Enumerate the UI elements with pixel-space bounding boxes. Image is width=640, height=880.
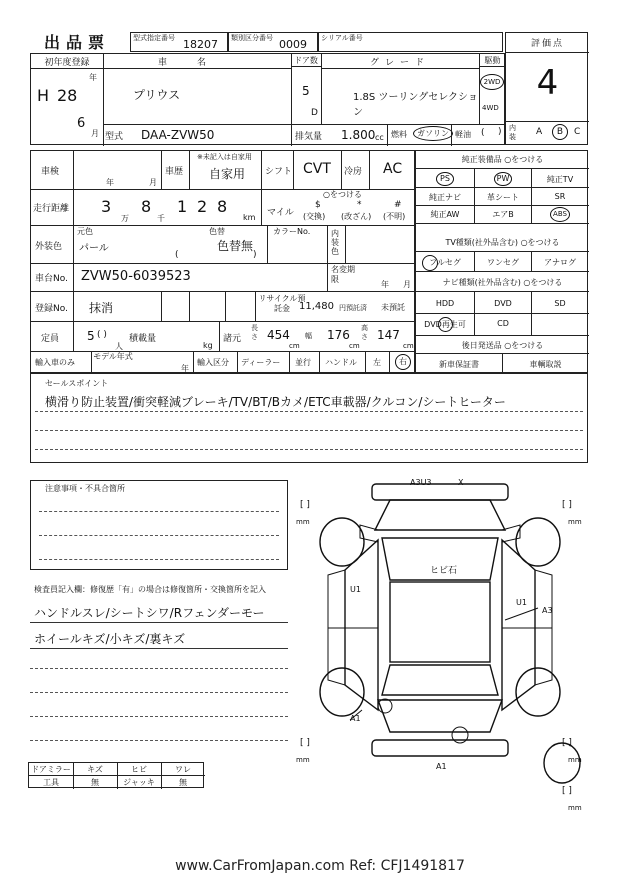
color-row <box>31 225 416 264</box>
inspection-year-unit: 年 <box>106 178 114 187</box>
grade-value: 1.8S ツーリングセレクション <box>353 92 478 118</box>
later-shipment-header: 後日発送品 ○をつける <box>461 341 544 350</box>
equip-genuine-navi: 純正ナビ <box>429 193 461 202</box>
repaint-paren-close: ) <box>253 250 257 260</box>
vehicle-use-value: 自家用 <box>209 167 246 181</box>
recycle-value: 11,480 <box>299 301 334 312</box>
model-value: DAA-ZVW50 <box>141 128 215 142</box>
equip-pw-circled: PW <box>494 172 512 186</box>
registration-row <box>31 291 416 322</box>
ac-value: AC <box>383 161 403 177</box>
fuel-paren-open: ( <box>481 128 485 138</box>
chassis-row <box>31 263 416 292</box>
equip-genuine-aw: 純正AW <box>430 210 460 219</box>
width-label: 幅 <box>305 332 312 340</box>
load-capacity-label: 積載量 <box>129 334 157 344</box>
detail-block <box>30 150 415 373</box>
tire-bracket-rear-left: [ ] <box>300 738 310 748</box>
door-d-label: D <box>311 108 318 118</box>
left-side-shape <box>345 540 378 710</box>
navi-dvd-playback-circle-mark <box>438 317 453 332</box>
capacity-paren: ( ) <box>97 330 107 340</box>
not-deposited-label: 未預託 <box>381 303 405 312</box>
import-division-label: 輸入区分 <box>197 358 229 367</box>
import-row <box>31 351 416 373</box>
tamper-symbol: * <box>357 200 362 210</box>
evaluation-score: 4 <box>536 63 559 103</box>
legend-door-mirror: ドアミラー <box>31 765 71 774</box>
interior-color-label: 内装色 <box>331 229 339 256</box>
vehicle-use-note: ※未記入は自家用 <box>197 153 252 161</box>
tv-analog: アナログ <box>544 258 576 267</box>
car-name-label: 車名 <box>103 55 291 69</box>
equip-airbag: エアB <box>492 210 514 219</box>
tv-oneseg: ワンセグ <box>487 258 519 267</box>
fuel-diesel: 軽油 <box>455 130 471 139</box>
navi-type-header: ナビ種類(社外品含む) ○をつける <box>442 278 563 287</box>
notes-box <box>30 480 288 570</box>
equipment-header: 純正装備品 ○をつける <box>461 155 544 164</box>
name-change-deadline-label: 名変期限 <box>331 265 355 284</box>
model-label: 型式 <box>105 132 124 142</box>
form-title: 出品票 <box>44 33 111 52</box>
front-bumper-shape <box>372 484 508 500</box>
repaint-paren-open: ( <box>175 250 179 260</box>
later-warranty: 新車保証書 <box>439 360 479 369</box>
type-number-label: 型式指定番号 <box>133 34 175 42</box>
width-value: 176 <box>327 328 350 342</box>
name-change-month-unit: 月 <box>403 280 411 289</box>
type-number-value: 18207 <box>183 38 218 51</box>
tamper-label: (改ざん) <box>341 212 372 221</box>
shift-label: シフト <box>265 167 293 177</box>
repaint-value: 色替無 <box>217 239 254 253</box>
inspector-note-line-2: ホイールキズ/小キズ/裏キズ <box>34 632 186 646</box>
equip-sunroof: SR <box>554 192 566 201</box>
equip-abs-circled: ABS <box>550 207 570 222</box>
mileage-label: 走行距離 <box>33 204 70 214</box>
mileage-digit-1: 3 <box>101 197 112 216</box>
displacement-value: 1.800 <box>341 128 376 142</box>
navi-hdd: HDD <box>435 299 455 308</box>
capacity-row <box>31 321 416 352</box>
class-number-box <box>228 32 318 52</box>
grade-cell <box>321 54 480 125</box>
drive-label: 駆動 <box>479 55 506 67</box>
legend-broken: ワレ <box>175 765 191 774</box>
steering-label: ハンドル <box>325 358 357 367</box>
exterior-color-label: 外装色 <box>35 242 63 252</box>
mileage-row <box>31 189 416 226</box>
inspector-instruction: 検査員記入欄：修復歴「有」の場合は修復箇所・交換箇所を記入 <box>34 585 266 594</box>
mileage-digit-3: 1 <box>177 197 188 216</box>
mileage-digit-5: 8 <box>217 197 228 216</box>
model-year-label: モデル年式 <box>93 352 133 361</box>
grade-label: グレード <box>321 55 479 69</box>
class-number-label: 類別区分番号 <box>231 34 273 42</box>
original-color-value: パール <box>79 243 109 254</box>
length-label: 長さ <box>251 324 258 341</box>
tire-bracket-front-left: [ ] <box>300 500 310 510</box>
exchange-label: (交換) <box>303 212 326 221</box>
serial-number-label: シリアル番号 <box>321 34 363 42</box>
month-unit: 月 <box>91 129 99 138</box>
height-unit: cm <box>403 342 414 350</box>
diagram-rear-a1: A1 <box>436 762 447 771</box>
vehicle-use-label: 車歴 <box>165 167 184 177</box>
exchange-symbol: $ <box>315 200 321 210</box>
name-change-year-unit: 年 <box>381 280 389 289</box>
wheel-rear-right <box>516 668 560 716</box>
diagram-left-a1: A1 <box>350 714 361 723</box>
first-reg-year: 28 <box>57 86 78 105</box>
inspection-row <box>31 151 416 190</box>
navi-sd: SD <box>554 299 566 308</box>
era-letter: H <box>37 86 50 105</box>
inspection-month-unit: 月 <box>149 178 157 187</box>
tire-mm-front-left: mm <box>296 518 310 526</box>
unknown-label: (不明) <box>383 212 406 221</box>
legend-jack-value: 無 <box>179 778 187 787</box>
class-number-value: 0009 <box>279 38 307 51</box>
registration-label: 登録No. <box>35 304 68 314</box>
dealer-label: ディーラー <box>241 358 281 367</box>
legend-jack: ジャッキ <box>123 778 155 787</box>
interior-label: 内装 <box>509 124 516 141</box>
capacity-value: 5 <box>87 329 95 343</box>
unknown-symbol: # <box>394 200 402 210</box>
tv-type-header: TV種類(社外品含む) ○をつける <box>445 238 560 247</box>
fuel-paren-close: ) <box>498 127 502 137</box>
legend-table <box>28 762 204 788</box>
evaluation-label: 評価点 <box>506 36 589 53</box>
drive-2wd-circled: 2WD <box>480 74 504 90</box>
displacement-label: 排気量 <box>295 132 323 142</box>
first-registration-cell <box>31 54 104 146</box>
diagram-right-a3: A3 <box>542 606 553 615</box>
chassis-label: 車台No. <box>35 274 68 284</box>
type-number-box <box>130 32 228 52</box>
height-value: 147 <box>377 328 400 342</box>
width-unit: cm <box>349 342 360 350</box>
tv-fullseg-circle-mark <box>422 255 438 271</box>
trunk-shape <box>378 700 502 732</box>
evaluation-box <box>505 32 588 145</box>
drive-cell <box>479 54 506 125</box>
diagram-left-u1: U1 <box>350 585 361 594</box>
model-year-unit: 年 <box>181 364 189 373</box>
capacity-unit: 人 <box>115 342 123 351</box>
import-only-label: 輸入車のみ <box>35 358 75 367</box>
equip-genuine-tv: 純正TV <box>546 175 574 184</box>
diagram-windshield-note: ヒビ石 <box>430 566 458 576</box>
model-row <box>103 124 506 146</box>
hood-shape <box>375 500 505 530</box>
serial-number-box <box>318 32 503 52</box>
door-count-label: ドア数 <box>291 55 321 67</box>
height-label: 高さ <box>361 324 368 341</box>
recycle-label: リサイクル預託金 <box>258 294 306 313</box>
car-name-value: プリウス <box>133 88 181 102</box>
tire-bracket-front-right: [ ] <box>562 500 572 510</box>
wheel-front-left <box>320 518 364 566</box>
door-count-cell <box>291 54 322 125</box>
mileage-km-unit: km <box>243 213 256 222</box>
navi-dvd-playback-circled: DVD再生可 <box>424 320 466 329</box>
sales-point-block <box>30 373 588 463</box>
door-count-value: 5 <box>302 84 310 98</box>
mileage-sen-unit: 千 <box>157 214 165 223</box>
car-damage-diagram <box>290 470 590 810</box>
mileage-circle-note: ○をつける <box>323 190 362 199</box>
tire-mm-rear-left: mm <box>296 756 310 764</box>
length-value: 454 <box>267 328 290 342</box>
recycle-unit: 円預託済 <box>339 304 367 312</box>
tv-fullseg-circled: フルセグ <box>429 258 461 267</box>
diagram-right-u1: U1 <box>516 598 527 607</box>
legend-tools-value: 無 <box>91 778 99 787</box>
inspector-note-line-1: ハンドルスレ/シートシワ/Rフェンダーモー <box>34 606 265 620</box>
legend-crack: ヒビ <box>131 765 147 774</box>
equip-ps-circled: PS <box>436 172 454 186</box>
parallel-import-label: 並行 <box>295 358 311 367</box>
footer-reference: www.CarFromJapan.com Ref: CFJ1491817 <box>175 858 465 874</box>
wheel-front-right <box>516 518 560 566</box>
notes-label: 注意事項・不具合箇所 <box>45 484 125 493</box>
repaint-label: 色替 <box>209 227 225 236</box>
mileage-digit-4: 2 <box>197 197 208 216</box>
equip-leather-seat: 革シート <box>487 193 519 202</box>
chassis-number-value: ZVW50-6039523 <box>81 269 191 284</box>
inspection-label: 車検 <box>41 167 60 177</box>
wheel-rear-left <box>320 668 364 716</box>
mileage-man-unit: 万 <box>121 214 129 223</box>
year-unit: 年 <box>89 73 97 82</box>
diagram-front-x: X <box>458 478 464 487</box>
ac-label: 冷房 <box>344 167 363 177</box>
interior-grade-b-circled: B <box>552 124 568 140</box>
diagram-front-code: A3U3 <box>410 478 432 487</box>
interior-grade-c: C <box>574 127 581 137</box>
tire-bracket-rear-right: [ ] <box>562 738 572 748</box>
sales-point-text: 横滑り防止装置/衝突軽減ブレーキ/TV/BT/Bカメ/ETC車載器/クルコン/シートヒーター <box>45 395 506 409</box>
color-number-label: カラーNo. <box>273 227 311 236</box>
displacement-unit: cc <box>375 133 384 142</box>
sales-point-label: セールスポイント <box>45 379 109 388</box>
steering-right-circled: 右 <box>395 354 411 370</box>
specs-label: 諸元 <box>223 334 242 344</box>
fuel-label: 燃料 <box>391 130 407 139</box>
tire-mm-rear-right: mm <box>568 756 582 764</box>
fuel-gasoline-circled: ガソリン <box>413 126 453 141</box>
interior-grade-a: A <box>536 127 543 137</box>
legend-tools: 工具 <box>43 778 59 787</box>
equipment-block <box>415 150 588 373</box>
mile-label: マイル <box>267 208 294 218</box>
mileage-digit-2: 8 <box>141 197 152 216</box>
shift-value: CVT <box>303 161 331 177</box>
capacity-label: 定員 <box>41 334 60 344</box>
vehicle-info-block <box>30 53 505 145</box>
legend-scratch: キズ <box>87 765 103 774</box>
rear-bumper-shape <box>372 740 508 756</box>
right-side-shape <box>502 540 535 710</box>
tire-mm-spare: mm <box>568 804 582 812</box>
steering-left: 左 <box>373 358 381 367</box>
tire-bracket-spare: [ ] <box>562 786 572 796</box>
drive-4wd: 4WD <box>482 104 499 112</box>
length-unit: cm <box>289 342 300 350</box>
rear-glass-shape <box>382 665 498 695</box>
tire-mm-front-right: mm <box>568 518 582 526</box>
first-reg-label: 初年度登録 <box>31 55 103 69</box>
load-unit: kg <box>203 341 213 350</box>
navi-dvd: DVD <box>494 299 512 308</box>
first-reg-month: 6 <box>77 116 86 131</box>
registration-value: 抹消 <box>89 301 114 315</box>
roof-shape <box>390 582 490 662</box>
later-manual: 車輌取説 <box>529 360 562 369</box>
car-name-cell <box>103 54 292 125</box>
original-color-label: 元色 <box>77 227 93 236</box>
navi-cd: CD <box>497 319 509 328</box>
